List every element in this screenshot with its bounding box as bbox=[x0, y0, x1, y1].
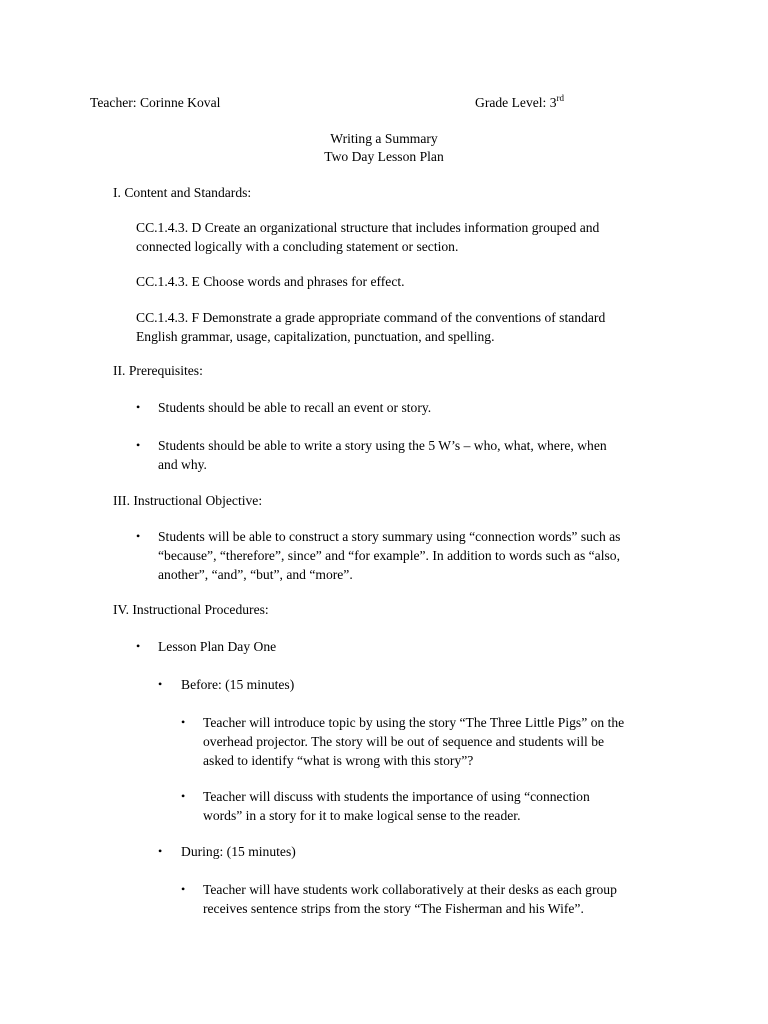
before-item-line: Teacher will introduce topic by using the story “The Three Little Pigs” on the bbox=[203, 715, 625, 730]
during-item bbox=[203, 880, 617, 918]
prerequisite-item bbox=[158, 436, 607, 474]
before-item-line: asked to identify “what is wrong with this story”? bbox=[203, 753, 474, 768]
prerequisite-item: Students should be able to recall an event or story. bbox=[158, 400, 432, 415]
standard-f bbox=[136, 308, 605, 346]
prerequisite-line: Students should be able to write a story using the 5 W’s – who, what, where, when bbox=[158, 438, 607, 453]
during-item-line: Teacher will have students work collaboratively at their desks as each group bbox=[203, 882, 617, 897]
grade-level bbox=[475, 93, 564, 112]
teacher-name: Teacher: Corinne Koval bbox=[90, 95, 221, 110]
standard-d bbox=[136, 218, 599, 256]
lesson-day-one: Lesson Plan Day One bbox=[158, 639, 277, 654]
before-item-line: words” in a story for it to make logical sense to the reader. bbox=[203, 808, 521, 823]
section-heading-objective: III. Instructional Objective: bbox=[113, 493, 263, 508]
section-heading-content-standards: I. Content and Standards: bbox=[113, 185, 252, 200]
objective-line: Students will be able to construct a story summary using “connection words” such as bbox=[158, 529, 621, 544]
prerequisite-line: and why. bbox=[158, 457, 207, 472]
before-item bbox=[203, 787, 590, 825]
before-item-line: Teacher will discuss with students the importance of using “connection bbox=[203, 789, 590, 804]
during-item-line: receives sentence strips from the story “The Fisherman and his Wife”. bbox=[203, 901, 584, 916]
standard-d-line: connected logically with a concluding statement or section. bbox=[136, 239, 459, 254]
bullet-icon: • bbox=[136, 529, 141, 543]
bullet-icon: • bbox=[181, 882, 186, 896]
bullet-icon: • bbox=[136, 438, 141, 452]
standard-e: CC.1.4.3. E Choose words and phrases for effect. bbox=[136, 274, 405, 289]
objective-item bbox=[158, 527, 620, 584]
grade-level-text: Grade Level: 3 bbox=[475, 95, 557, 110]
bullet-icon: • bbox=[136, 400, 141, 414]
grade-level-superscript: rd bbox=[556, 93, 565, 103]
before-item-line: overhead projector. The story will be out of sequence and students will be bbox=[203, 734, 605, 749]
before-phase: Before: (15 minutes) bbox=[181, 677, 295, 692]
section-heading-prerequisites: II. Prerequisites: bbox=[113, 363, 203, 378]
standard-f-line: CC.1.4.3. F Demonstrate a grade appropriate command of the conventions of standard bbox=[136, 310, 606, 325]
objective-line: another”, “and”, “but”, and “more”. bbox=[158, 567, 353, 582]
standard-f-line: English grammar, usage, capitalization, punctuation, and spelling. bbox=[136, 329, 495, 344]
bullet-icon: • bbox=[136, 639, 141, 653]
before-item bbox=[203, 713, 624, 770]
bullet-icon: • bbox=[158, 844, 163, 858]
bullet-icon: • bbox=[158, 677, 163, 691]
section-heading-procedures: IV. Instructional Procedures: bbox=[113, 602, 269, 617]
objective-line: “because”, “therefore”, since” and “for example”. In addition to words such as “also, bbox=[158, 548, 620, 563]
bullet-icon: • bbox=[181, 715, 186, 729]
bullet-icon: • bbox=[181, 789, 186, 803]
document-subtitle: Two Day Lesson Plan bbox=[324, 149, 444, 164]
during-phase: During: (15 minutes) bbox=[181, 844, 296, 859]
document-title: Writing a Summary bbox=[330, 131, 438, 146]
standard-d-line: CC.1.4.3. D Create an organizational structure that includes information grouped and bbox=[136, 220, 600, 235]
